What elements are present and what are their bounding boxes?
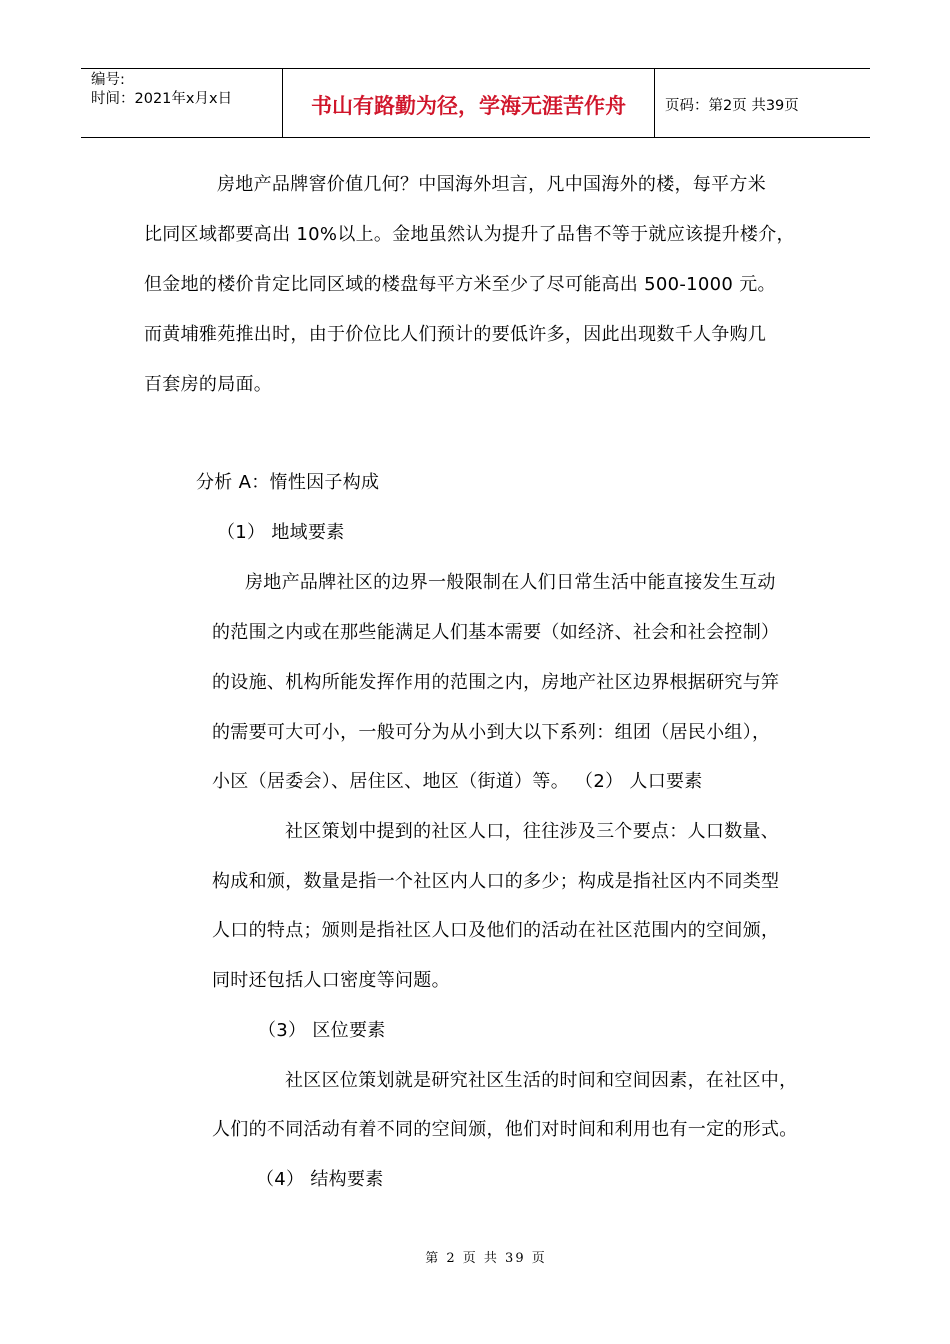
subsection-heading: （4） 结构要素 <box>256 1169 384 1190</box>
section-heading: 分析 A：惰性因子构成 <box>196 472 380 493</box>
header-date-label: 时间：2021年x月x日 <box>91 91 233 107</box>
header-page-info: 页码：第2页 共39页 <box>665 97 799 114</box>
body-line: 社区策划中提到的社区人口，往往涉及三个要点：人口数量、 <box>285 821 780 842</box>
body-line: 人们的不同活动有着不同的空间颁，他们对时间和利用也有一定的形式。 <box>212 1119 798 1140</box>
body-line: 构成和颁，数量是指一个社区内人口的多少；构成是指社区内不同类型 <box>212 871 780 892</box>
document-header <box>81 68 870 138</box>
body-line: 人口的特点；颁则是指社区人口及他们的活动在社区范围内的空间颁， <box>212 920 780 941</box>
body-line: 的范围之内或在那些能满足人们基本需要（如经济、社会和社会控制） <box>212 622 780 643</box>
body-line: 房地产品牌窨价值几何？中国海外坦言，凡中国海外的楼，每平方米 <box>217 174 766 195</box>
body-line: 小区（居委会）、居住区、地区（街道）等。 （2） 人口要素 <box>212 771 703 792</box>
body-line: 而黄埔雅苑推出时，由于价位比人们预计的要低许多，因此出现数千人争购几 <box>144 324 767 345</box>
body-line: 的需要可大可小，一般可分为从小到大以下系列：组团（居民小组）， <box>212 722 771 743</box>
body-line: 同时还包括人口密度等问题。 <box>212 970 450 991</box>
body-line: 房地产品牌社区的边界一般限制在人们日常生活中能直接发生互动 <box>245 572 776 593</box>
page-footer: 第 2 页 共 39 页 <box>425 1251 547 1266</box>
body-line: 社区区位策划就是研究社区生活的时间和空间因素，在社区中， <box>285 1070 798 1091</box>
body-line: 的设施、机构所能发挥作用的范围之内，房地产社区边界根据研究与笄 <box>212 672 780 693</box>
header-motto: 书山有路勤为径，学海无涯苦作舟 <box>283 69 655 137</box>
body-line: 但金地的楼价肯定比同区域的楼盘每平方米至少了尽可能高出 500-1000 元。 <box>144 274 776 295</box>
body-line: 百套房的局面。 <box>144 374 273 395</box>
header-meta-cell <box>81 69 283 137</box>
subsection-heading: （1） 地域要素 <box>217 522 345 543</box>
header-number-label: 编号: <box>91 72 125 88</box>
body-line: 比同区域都要高出 10%以上。金地虽然认为提升了品售不等于就应该提升楼介， <box>144 224 795 245</box>
subsection-heading: （3） 区位要素 <box>258 1020 386 1041</box>
